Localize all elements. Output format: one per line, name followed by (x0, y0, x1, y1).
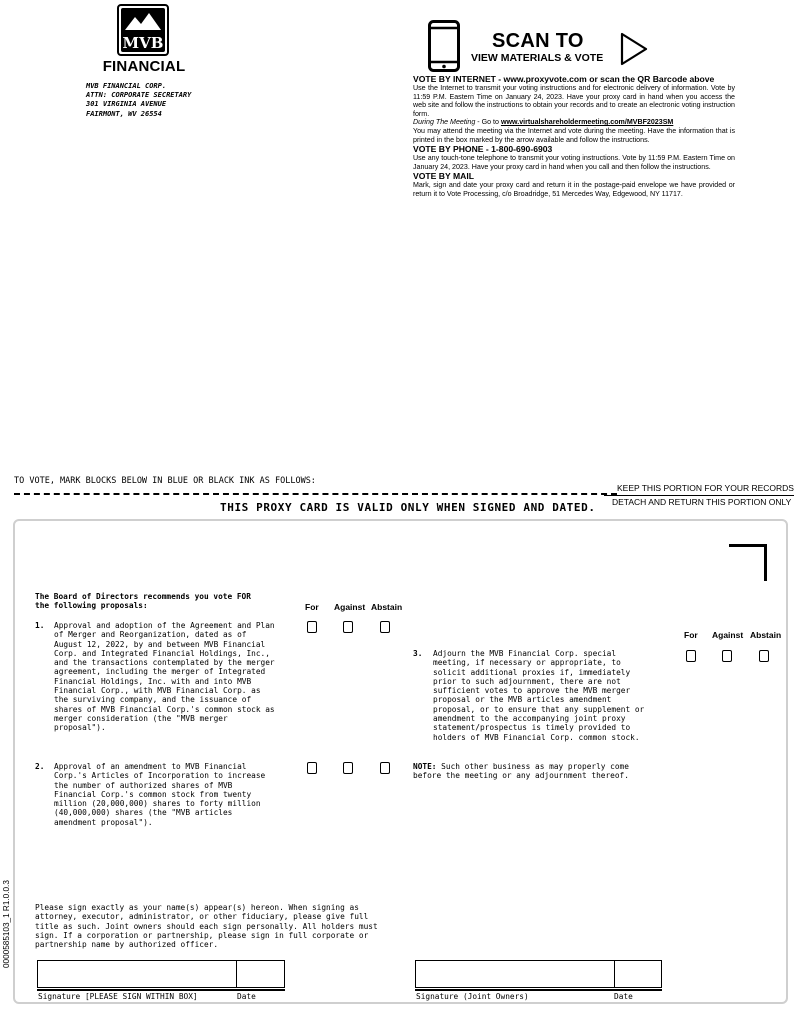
col-abstain: Abstain (750, 630, 782, 640)
proposal-line: the surviving company, and the issuance of (54, 695, 252, 705)
proposal-line: statement/prospectus is timely provided to (433, 723, 631, 733)
detach-line-right (604, 495, 794, 496)
joint-signature-label: Signature (Joint Owners) (416, 992, 529, 1001)
proposal-3-against-checkbox[interactable] (722, 650, 732, 662)
detach-portion-label: DETACH AND RETURN THIS PORTION ONLY (612, 497, 792, 507)
address-line: 301 VIRGINIA AVENUE (86, 100, 167, 109)
proposal-line: Approval of an amendment to MVB Financial (54, 762, 247, 771)
proposal-line: proposal, or to ensure that any supplement or (433, 704, 645, 714)
note-label: NOTE: (413, 762, 437, 771)
proposal-1-for-checkbox[interactable] (307, 621, 317, 633)
sign-instructions (35, 903, 395, 949)
valid-notice: THIS PROXY CARD IS VALID ONLY WHEN SIGNED AND DATED. (220, 501, 596, 514)
keep-portion-label: KEEP THIS PORTION FOR YOUR RECORDS (617, 483, 794, 493)
proposal-line: proposal or the MVB articles amendment (433, 695, 612, 705)
proposal-1-against-checkbox[interactable] (343, 621, 353, 633)
col-abstain: Abstain (371, 602, 403, 612)
proposal-2-abstain-checkbox[interactable] (380, 762, 390, 774)
proposal-number: 3. (413, 649, 423, 658)
note-line (413, 762, 673, 771)
signature-underline (37, 989, 285, 991)
board-rec-line: the following proposals: (35, 601, 148, 611)
signature-date-box[interactable] (236, 960, 285, 988)
signature-box[interactable] (37, 960, 237, 988)
proposal-line: meeting, if necessary or appropriate, to (433, 658, 621, 668)
col-for: For (305, 602, 319, 612)
proposal-line: (40,000,000) shares (the "MVB articles (54, 808, 233, 818)
joint-date-label: Date (614, 992, 633, 1001)
joint-signature-box[interactable] (415, 960, 615, 988)
scan-subtitle: VIEW MATERIALS & VOTE (471, 52, 604, 64)
joint-signature-underline (415, 989, 662, 991)
scan-title: SCAN TO (492, 30, 584, 52)
voting-instructions (413, 74, 735, 199)
proposal-line: merger consideration (the "MVB merger (54, 713, 228, 723)
sign-instr-line: partnership name by authorized officer. (35, 940, 219, 950)
sign-instr-line: title as such. Joint owners should each sign personally. All holders must (35, 921, 378, 931)
proposal-line: million (20,000,000) shares to forty million (54, 799, 261, 809)
logo-mark-text: MVB (122, 34, 164, 52)
proposal-3-abstain-checkbox[interactable] (759, 650, 769, 662)
address-line: FAIRMONT, WV 26554 (86, 109, 162, 118)
mvb-logo-icon (117, 4, 169, 56)
proposal-line: Financial Corp., with MVB Financial Corp. as (54, 686, 261, 696)
proposal-3-text (433, 649, 673, 742)
vote-mail-body: Mark, sign and date your proxy card and return it in the postage-paid envelope we have provided or return it to Vote Processing, c/o Broadridge, 51 Mercedes Way, Edgewood, NY 11717. (413, 181, 735, 198)
sign-instr-line: attorney, executor, administrator, or other fiduciary, please give full (35, 912, 369, 922)
meeting-body: You may attend the meeting via the Internet and vote during the meeting. Have the information that is printed in the box marked by the arrow available and follow the instructions. (413, 126, 735, 144)
vote-phone-body: Use any touch-tone telephone to transmit your voting instructions. Vote by 11:59 P.M. Eastern Time on January 24, 2023. Have your proxy card in hand when you call and then follow the instructions. (413, 154, 735, 171)
joint-date-box[interactable] (614, 960, 662, 988)
note-line1: Such other business as may properly come (436, 762, 629, 771)
proposal-line: agreement, including the merger of Integrated (54, 667, 266, 677)
proposal-2-for-checkbox[interactable] (307, 762, 317, 774)
vote-internet-body: Use the Internet to transmit your voting instructions and for electronic delivery of information. Vote by 11:59 P.M. Eastern Time on January 24, 2023. Have your proxy card in hand when you access the web site and follow the instructions to obtain your records and to create an electronic voting instruction form. (413, 84, 735, 118)
address-line: MVB FINANCIAL CORP. (86, 82, 167, 90)
note-line2: before the meeting or any adjournment thereof. (413, 771, 629, 781)
sign-instr-line: sign. If a corporation or partnership, please sign in full corporate or (35, 930, 369, 940)
proposal-line: Corp.'s Articles of Incorporation to increase (54, 771, 266, 781)
return-address (86, 82, 191, 119)
phone-icon (428, 20, 460, 72)
logo-name: FINANCIAL (102, 58, 186, 75)
proposal-line: Approval and adoption of the Agreement and Plan (54, 621, 275, 630)
proposal-line: and the transactions contemplated by the merger (54, 658, 275, 668)
proposal-line: the number of authorized shares of MVB (54, 780, 233, 790)
proposal-line: proposal"). (54, 723, 106, 733)
proposal-1-abstain-checkbox[interactable] (380, 621, 390, 633)
document-control-code: 0000585103_1 R1.0.0.3 (2, 880, 11, 968)
col-against: Against (334, 602, 366, 612)
col-for: For (684, 630, 698, 640)
meeting-url-link[interactable]: www.virtualshareholdermeeting.com/MVBF2023SM (500, 118, 674, 127)
note-text (413, 762, 673, 781)
proposal-line: Financial Corp.'s common stock from twenty (54, 789, 252, 799)
board-recommendation (35, 592, 275, 611)
proposal-2-against-checkbox[interactable] (343, 762, 353, 774)
detach-line (14, 493, 617, 495)
proposal-3-for-checkbox[interactable] (686, 650, 696, 662)
vote-internet-heading: VOTE BY INTERNET - www.proxyvote.com or scan the QR Barcode above (413, 74, 715, 84)
proposal-line: prior to such adjournment, there are not (433, 676, 621, 686)
board-rec-line: The Board of Directors recommends you vote FOR (35, 592, 251, 601)
mark-instructions: TO VOTE, MARK BLOCKS BELOW IN BLUE OR BLACK INK AS FOLLOWS: (14, 476, 316, 486)
proposal-line: Corp. and Integrated Financial Holdings, Inc., (54, 648, 270, 658)
proposal-1-text (54, 621, 286, 733)
signature-date-label: Date (237, 992, 256, 1001)
vote-phone-heading: VOTE BY PHONE - 1-800-690-6903 (413, 144, 553, 155)
address-line: ATTN: CORPORATE SECRETARY (86, 91, 192, 100)
proposal-line: solicit additional proxies if, immediately (433, 667, 631, 677)
proposal-line: August 12, 2022, by and between MVB Financial (54, 639, 266, 649)
registration-corner-mark (729, 544, 767, 581)
meeting-label: During The Meeting (413, 118, 476, 127)
proposal-line: amendment to the accompanying joint proxy (433, 714, 626, 724)
meeting-go: - Go to (475, 118, 501, 127)
proposal-number: 2. (35, 762, 45, 771)
sign-instr-line: Please sign exactly as your name(s) appear(s) hereon. When signing as (35, 903, 359, 912)
company-logo (95, 4, 193, 75)
play-arrow-icon (620, 32, 648, 66)
col-against: Against (712, 630, 744, 640)
proposal-line: shares of MVB Financial Corp.'s common stock as (54, 704, 275, 714)
proposal-line: holders of MVB Financial Corp. common stock. (433, 732, 640, 742)
proposal-line: Financial Holdings, Inc. with and into MVB (54, 676, 252, 686)
signature-label: Signature [PLEASE SIGN WITHIN BOX] (38, 992, 198, 1001)
proposal-line: of Merger and Reorganization, dated as of (54, 630, 247, 640)
vote-mail-heading: VOTE BY MAIL (413, 171, 474, 182)
proposal-2-text (54, 762, 286, 827)
proposal-line: sufficient votes to approve the MVB merger (433, 686, 631, 696)
proposal-line: Adjourn the MVB Financial Corp. special (433, 649, 617, 658)
proposal-number: 1. (35, 621, 45, 630)
meeting-line (413, 118, 735, 127)
proposal-line: amendment proposal"). (54, 817, 153, 827)
